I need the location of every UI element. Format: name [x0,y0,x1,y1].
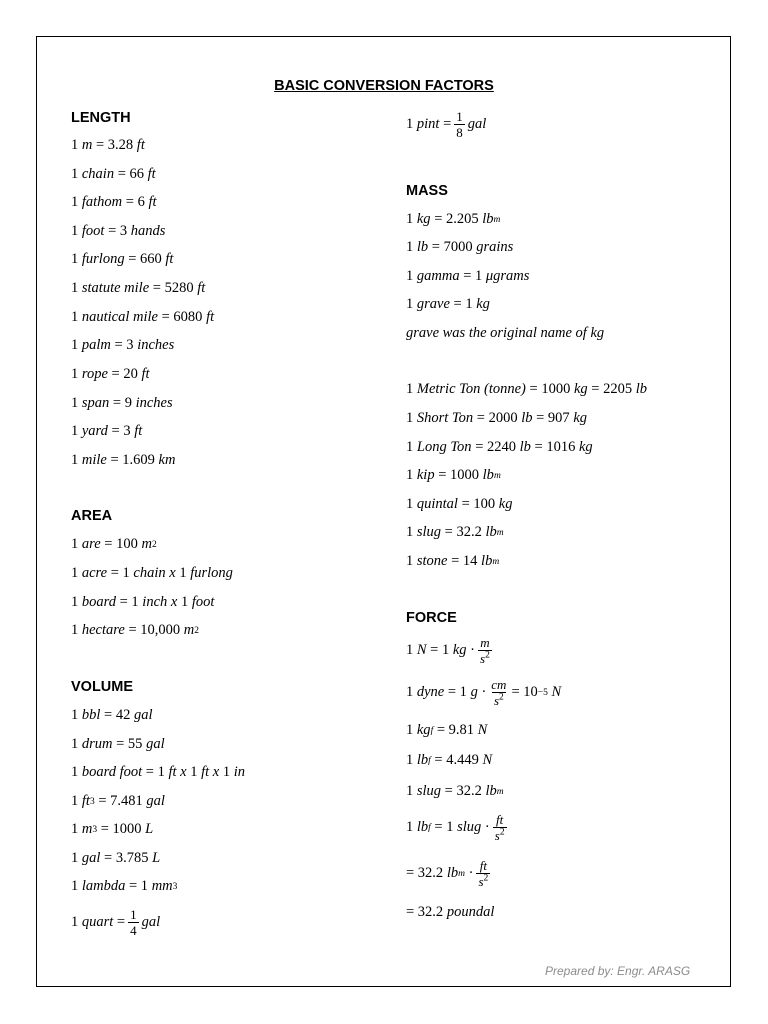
fraction-ft-per-s2-b: $\frac{ft}{s^2}$ [478,858,489,889]
length-chain: 1 chain = 66 ft [71,166,156,182]
mass-lb: 1 lb = 7000 grains [406,239,514,255]
mass-kip: 1 kip = 1000 lb m [406,467,501,483]
heading-volume: VOLUME [71,679,134,695]
area-are: 1 are = 100 m 2 [71,536,157,552]
force-poundal: = 32.2 poundal [406,904,495,920]
area-board: 1 board = 1 inch x 1 foot [71,594,215,610]
mass-stone: 1 stone = 14 lb m [406,553,500,569]
volume-drum: 1 drum = 55 gal [71,736,165,752]
length-span: 1 span = 9 inches [71,395,173,411]
prepared-by-credit: Prepared by: Engr. ARASG [545,964,691,978]
length-rope: 1 rope = 20 ft [71,366,150,382]
length-furlong: 1 furlong = 660 ft [71,251,174,267]
heading-length: LENGTH [71,110,131,126]
force-lbm-ft: = 32.2 lb m · $\frac{ft}{s^2}$ [406,858,489,889]
force-kgf: 1 kg f = 9.81 N [406,722,488,738]
force-dyne: 1 dyne = 1 g · $\frac{cm}{s^2}$ = 10 −5 N [406,677,562,708]
fraction-m-per-s2: $\frac{m}{s^2}$ [480,635,490,666]
volume-bbl: 1 bbl = 42 gal [71,707,153,723]
length-mile: 1 mile = 1.609 km [71,452,176,468]
volume-pint: 1 pint = $\frac{1}{8}$ gal [406,109,487,140]
fraction-cm-per-s2: $\frac{cm}{s^2}$ [491,677,507,708]
length-meter: 1 m = 3.28 ft [71,137,145,153]
force-lbf: 1 lb f = 4.449 N [406,752,493,768]
document-title: BASIC CONVERSION FACTORS [274,78,494,94]
length-statute-mile: 1 statute mile = 5280 ft [71,280,206,296]
length-yard: 1 yard = 3 ft [71,423,143,439]
volume-cubic-foot: 1 ft 3 = 7.481 gal [71,793,165,809]
mass-slug: 1 slug = 32.2 lb m [406,524,504,540]
mass-grave: 1 grave = 1 kg [406,296,490,312]
force-slug: 1 slug = 32.2 lb m [406,783,504,799]
heading-area: AREA [71,508,113,524]
area-acre: 1 acre = 1 chain x 1 furlong [71,565,233,581]
mass-gamma: 1 gamma = 1 μgrams [406,268,530,284]
mass-kg: 1 kg = 2.205 lb m [406,211,501,227]
mass-short-ton: 1 Short Ton = 2000 lb = 907 kg [406,410,587,426]
length-palm: 1 palm = 3 inches [71,337,175,353]
length-foot: 1 foot = 3 hands [71,223,166,239]
mass-quintal: 1 quintal = 100 kg [406,496,513,512]
force-newton: 1 N = 1 kg · $\frac{m}{s^2}$ [406,635,490,666]
mass-long-ton: 1 Long Ton = 2240 lb = 1016 kg [406,439,593,455]
length-nautical-mile: 1 nautical mile = 6080 ft [71,309,215,325]
mass-metric-ton: 1 Metric Ton (tonne) = 1000 kg = 2205 lb [406,381,647,397]
length-fathom: 1 fathom = 6 ft [71,194,157,210]
heading-force: FORCE [406,610,457,626]
force-lbf-slug: 1 lb f = 1 slug · $\frac{ft}{s^2}$ [406,812,505,843]
mass-grave-note: grave was the original name of kg [406,325,605,341]
volume-board-foot: 1 board foot = 1 ft x 1 ft x 1 in [71,764,246,780]
volume-quart: 1 quart = $\frac{1}{4}$ gal [71,907,161,938]
fraction-ft-per-s2: $\frac{ft}{s^2}$ [494,812,505,843]
heading-mass: MASS [406,183,448,199]
volume-lambda: 1 lambda = 1 mm 3 [71,878,178,894]
volume-cubic-meter: 1 m 3 = 1000 L [71,821,154,837]
fraction-one-quarter: $\frac{1}{4}$ [130,907,137,938]
volume-gal: 1 gal = 3.785 L [71,850,161,866]
fraction-one-eighth: $\frac{1}{8}$ [456,109,463,140]
area-hectare: 1 hectare = 10,000 m 2 [71,622,199,638]
